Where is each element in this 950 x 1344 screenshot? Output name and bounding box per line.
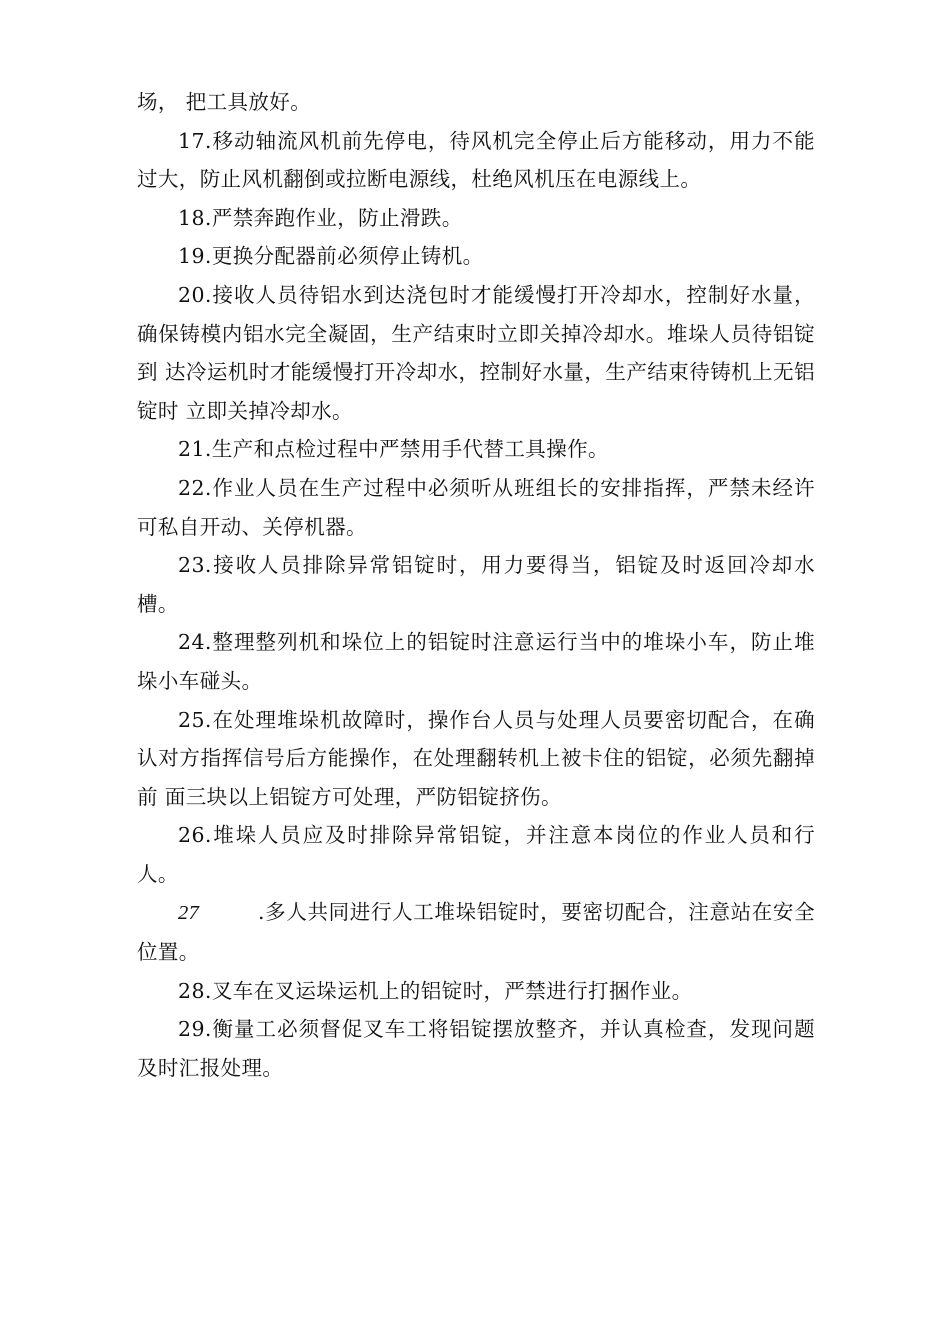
item-number: 19. [178, 244, 212, 269]
item-text: 叉车在叉运垛运机上的铝锭时，严禁进行打捆作业。 [211, 978, 693, 1003]
item-text: 衡量工必须督促叉车工将铝锭摆放整齐，并认真检查，发现问题及时汇报处理。 [137, 1017, 815, 1080]
list-item-26 [137, 816, 815, 893]
item-number: 18. [178, 205, 212, 230]
list-item-28 [137, 972, 815, 1011]
item-number: 28. [178, 978, 212, 1003]
item-number: 24. [178, 630, 212, 655]
item-text: .多人共同进行人工堆垛铝锭时，要密切配合，注意站在安全位置。 [137, 900, 815, 965]
item-number: 17. [178, 128, 212, 153]
list-item-22 [137, 469, 815, 546]
item-number: 26. [178, 823, 212, 848]
list-item-25 [137, 701, 815, 817]
item-text: 接收人员排除异常铝锭时，用力要得当，铝锭及时返回冷却水槽。 [137, 553, 815, 616]
item-text: 在处理堆垛机故障时，操作台人员与处理人员要密切配合，在确认对方指挥信号后方能操作，在处理翻转机上被卡住的铝锭，必须先翻掉前 面三块以上铝锭方可处理，严防铝锭挤伤。 [137, 707, 815, 809]
item-text: 作业人员在生产过程中必须听从班组长的安排指挥，严禁未经许可私自开动、关停机器。 [137, 475, 815, 539]
list-item-20 [137, 276, 815, 430]
list-item-29 [137, 1010, 815, 1087]
list-item-18 [137, 199, 815, 238]
item-text: 接收人员待铝水到达浇包时才能缓慢打开冷却水，控制好水量，确保铸模内铝水完全凝固，生产结束时立即关掉冷却水。堆垛人员待铝锭到 达冷运机时才能缓慢打开冷却水，控制好水量，生产结束待铸机上无铝锭时 立即关掉冷却水。 [137, 282, 815, 423]
item-number: 22. [178, 475, 212, 500]
item-number: 23. [178, 553, 212, 578]
list-item-19 [137, 237, 815, 276]
item-number: 20. [178, 282, 212, 307]
continuation-text: 场， 把工具放好。 [137, 90, 312, 114]
item-text: 生产和点检过程中严禁用手代替工具操作。 [211, 437, 609, 462]
document-page [137, 83, 815, 1087]
list-item-23 [137, 546, 815, 623]
item-number: 29. [178, 1017, 212, 1042]
continuation-paragraph [137, 83, 815, 122]
item-text: 移动轴流风机前先停电，待风机完全停止后方能移动，用力不能 过大，防止风机翻倒或拉断电源线，杜绝风机压在电源线上。 [137, 128, 815, 192]
item-number: 21. [178, 437, 212, 462]
item-text: 堆垛人员应及时排除异常铝锭，并注意本岗位的作业人员和行人。 [137, 823, 815, 886]
item-text: 严禁奔跑作业，防止滑跌。 [211, 205, 463, 230]
list-item-21 [137, 430, 815, 469]
list-item-27 [137, 893, 815, 971]
item-number: 25. [178, 707, 212, 732]
item-text: 更换分配器前必须停止铸机。 [211, 244, 484, 269]
item-text: 整理整列机和垛位上的铝锭时注意运行当中的堆垛小车，防止堆垛小车碰头。 [137, 630, 815, 693]
list-item-17 [137, 122, 815, 199]
list-item-24 [137, 623, 815, 700]
item-number: 27 [178, 902, 200, 925]
